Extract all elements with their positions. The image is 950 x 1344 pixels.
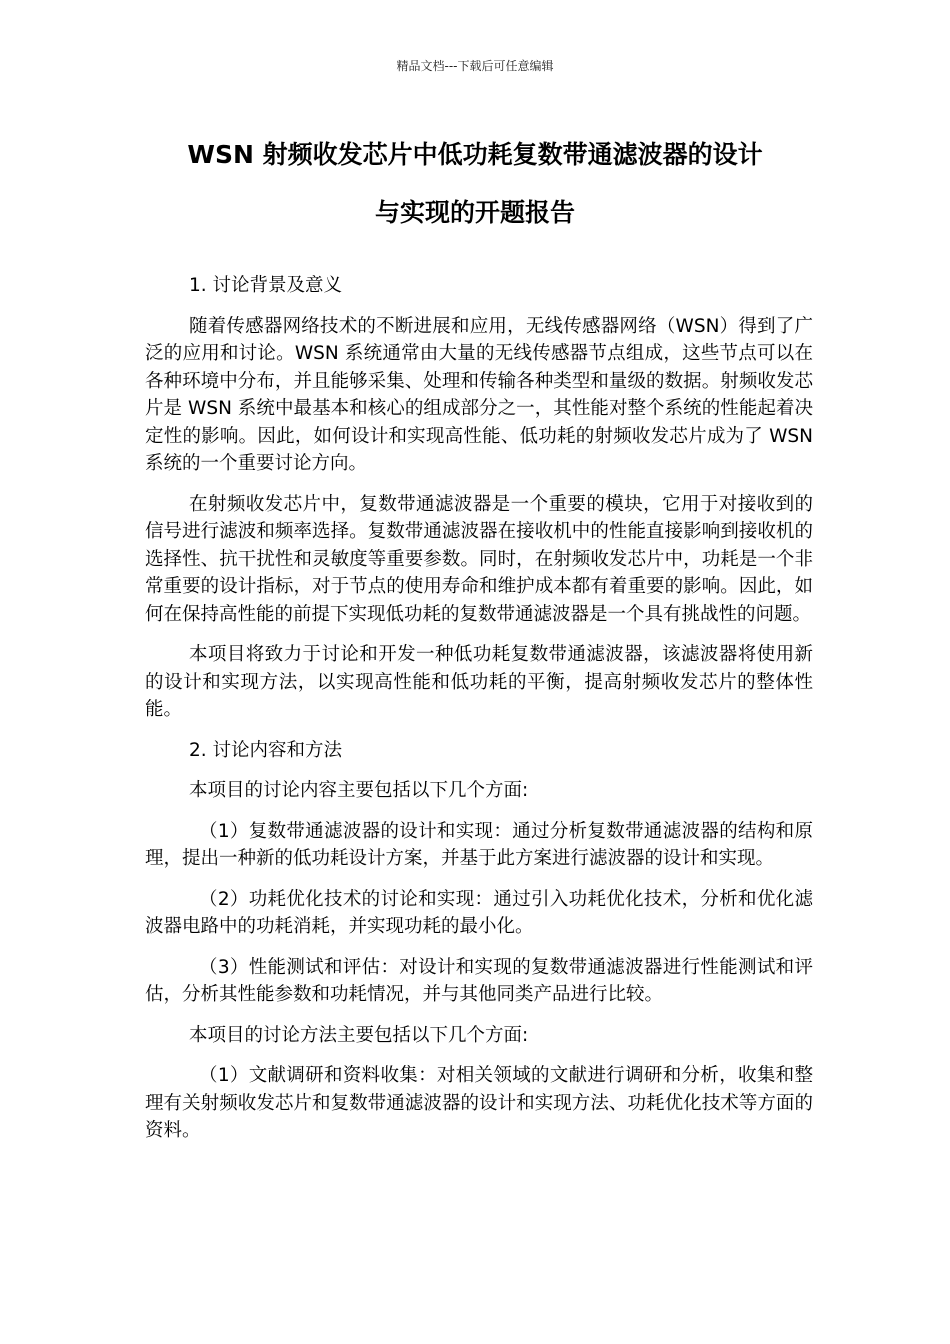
section-2-item-3: （3）性能测试和评估：对设计和实现的复数带通滤波器进行性能测试和评估，分析其性能参数和功耗情况，并与其他同类产品进行比较。 — [145, 956, 813, 1005]
section-1-heading: 1. 讨论背景及意义 — [189, 275, 343, 296]
section-1-paragraph-3: 本项目将致力于讨论和开发一种低功耗复数带通滤波器，该滤波器将使用新的设计和实现方法，以实现高性能和低功耗的平衡，提高射频收发芯片的整体性能。 — [145, 644, 813, 720]
section-2-heading: 2. 讨论内容和方法 — [189, 739, 343, 761]
section-2-item-2: （2）功耗优化技术的讨论和实现：通过引入功耗优化技术，分析和优化滤波器电路中的功耗消耗，并实现功耗的最小化。 — [145, 888, 813, 937]
section-2-intro: 本项目的讨论内容主要包括以下几个方面: — [189, 780, 529, 801]
section-2-item-1: （1）复数带通滤波器的设计和实现：通过分析复数带通滤波器的结构和原理，提出一种新的低功耗设计方案，并基于此方案进行滤波器的设计和实现。 — [145, 820, 813, 869]
section-1-paragraph-2: 在射频收发芯片中，复数带通滤波器是一个重要的模块，它用于对接收到的信号进行滤波和频率选择。复数带通滤波器在接收机中的性能直接影响到接收机的选择性、抗干扰性和灵敏度等重要参数。同时，在射频收发芯片中，功耗是一个非常重要的设计指标，对于节点的使用寿命和维护成本都有着重要的影响。因此，如何在保持高性能的前提下实现低功耗的复数带通滤波器是一个具有挑战性的问题。 — [145, 493, 813, 625]
section-1-paragraph-1: 随着传感器网络技术的不断进展和应用，无线传感器网络（WSN）得到了广泛的应用和讨论。WSN 系统通常由大量的无线传感器节点组成，这些节点可以在各种环境中分布，并且能够采集、处理和传输各种类型和量级的数据。射频收发芯片是 WSN 系统中最基本和核心的组成部分之一，其性能对整个系统的性能起着决定性的影响。因此，如何设计和实现高性能、低功耗的射频收发芯片成为了 WSN 系统的一个重要讨论方向。 — [145, 315, 813, 474]
document-body — [145, 272, 813, 1158]
document-title-line-2: 与实现的开题报告 — [374, 198, 575, 227]
document-title-line-1: WSN 射频收发芯片中低功耗复数带通滤波器的设计 — [187, 140, 763, 169]
header-note: 精品文档---下载后可任意编辑 — [396, 59, 554, 73]
section-2-method-1: （1）文献调研和资料收集：对相关领域的文献进行调研和分析，收集和整理有关射频收发芯片和复数带通滤波器的设计和实现方法、功耗优化技术等方面的资料。 — [145, 1065, 813, 1141]
section-2-methods-intro: 本项目的讨论方法主要包括以下几个方面: — [189, 1024, 529, 1046]
